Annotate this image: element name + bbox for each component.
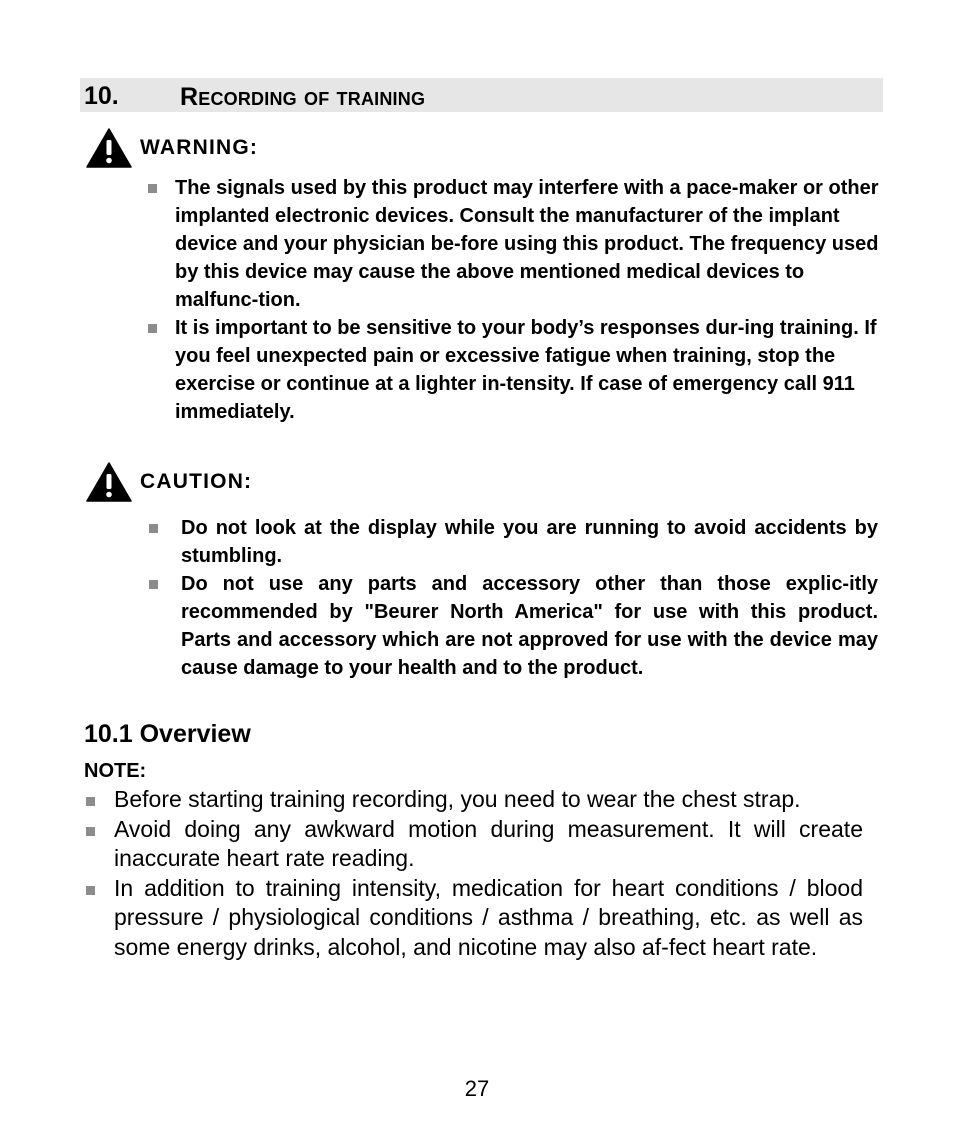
caution-text: Do not use any parts and accessory other than those explic-itly recommended by "Beurer North America" for use with this product. Parts and accessory which are not approved for use with the device may cause damage to your health and to the product. [181, 573, 878, 679]
list-item [175, 314, 883, 426]
section-heading [80, 78, 883, 112]
warning-text: The signals used by this product may interfere with a pace-maker or other implanted electronic devices. Consult the manufacturer of the implant device and your physician be-fore using this product. The frequency used by this device may cause the above mentioned medical devices to malfunc-tion. [175, 177, 879, 311]
caution-text: Do not look at the display while you are running to avoid accidents by stumbling. [181, 517, 878, 567]
note-label: NOTE: [84, 760, 147, 782]
list-item [175, 174, 883, 314]
note-text: Before starting training recording, you need to wear the chest strap. [114, 786, 801, 812]
caution-icon [86, 462, 132, 502]
list-item [114, 874, 863, 963]
bullet-square-icon [86, 827, 95, 836]
bullet-square-icon [148, 324, 157, 333]
warning-list [175, 174, 883, 426]
subsection-heading: 10.1 Overview [84, 720, 251, 748]
warning-icon [86, 128, 132, 168]
list-item [181, 514, 878, 570]
note-text: Avoid doing any awkward motion during measurement. It will create inaccurate heart rate reading. [114, 815, 863, 871]
bullet-square-icon [86, 886, 95, 895]
warning-heading [86, 128, 258, 168]
page-number: 27 [464, 1076, 490, 1101]
bullet-square-icon [86, 797, 95, 806]
list-item [114, 785, 863, 815]
warning-label: WARNING: [140, 136, 259, 159]
caution-heading [86, 462, 252, 502]
bullet-square-icon [149, 524, 158, 533]
section-number: 10. [84, 82, 119, 110]
warning-text: It is important to be sensitive to your body’s responses dur-ing training. If you feel unexpected pain or excessive fatigue when training, stop the exercise or continue at a lighter in-tensity. If case of emergency call 911 immediately. [175, 317, 877, 423]
list-item [114, 815, 863, 874]
note-list [114, 785, 863, 962]
caution-list [181, 514, 878, 682]
caution-label: CAUTION: [140, 470, 253, 493]
section-title: Recording of training [180, 83, 426, 111]
note-text: In addition to training intensity, medication for heart conditions / blood pressure / physiological conditions / asthma / breathing, etc. as well as some energy drinks, alcohol, and nicotine may also af-fect heart rate. [114, 874, 863, 960]
list-item [181, 570, 878, 682]
bullet-square-icon [148, 184, 157, 193]
bullet-square-icon [149, 580, 158, 589]
